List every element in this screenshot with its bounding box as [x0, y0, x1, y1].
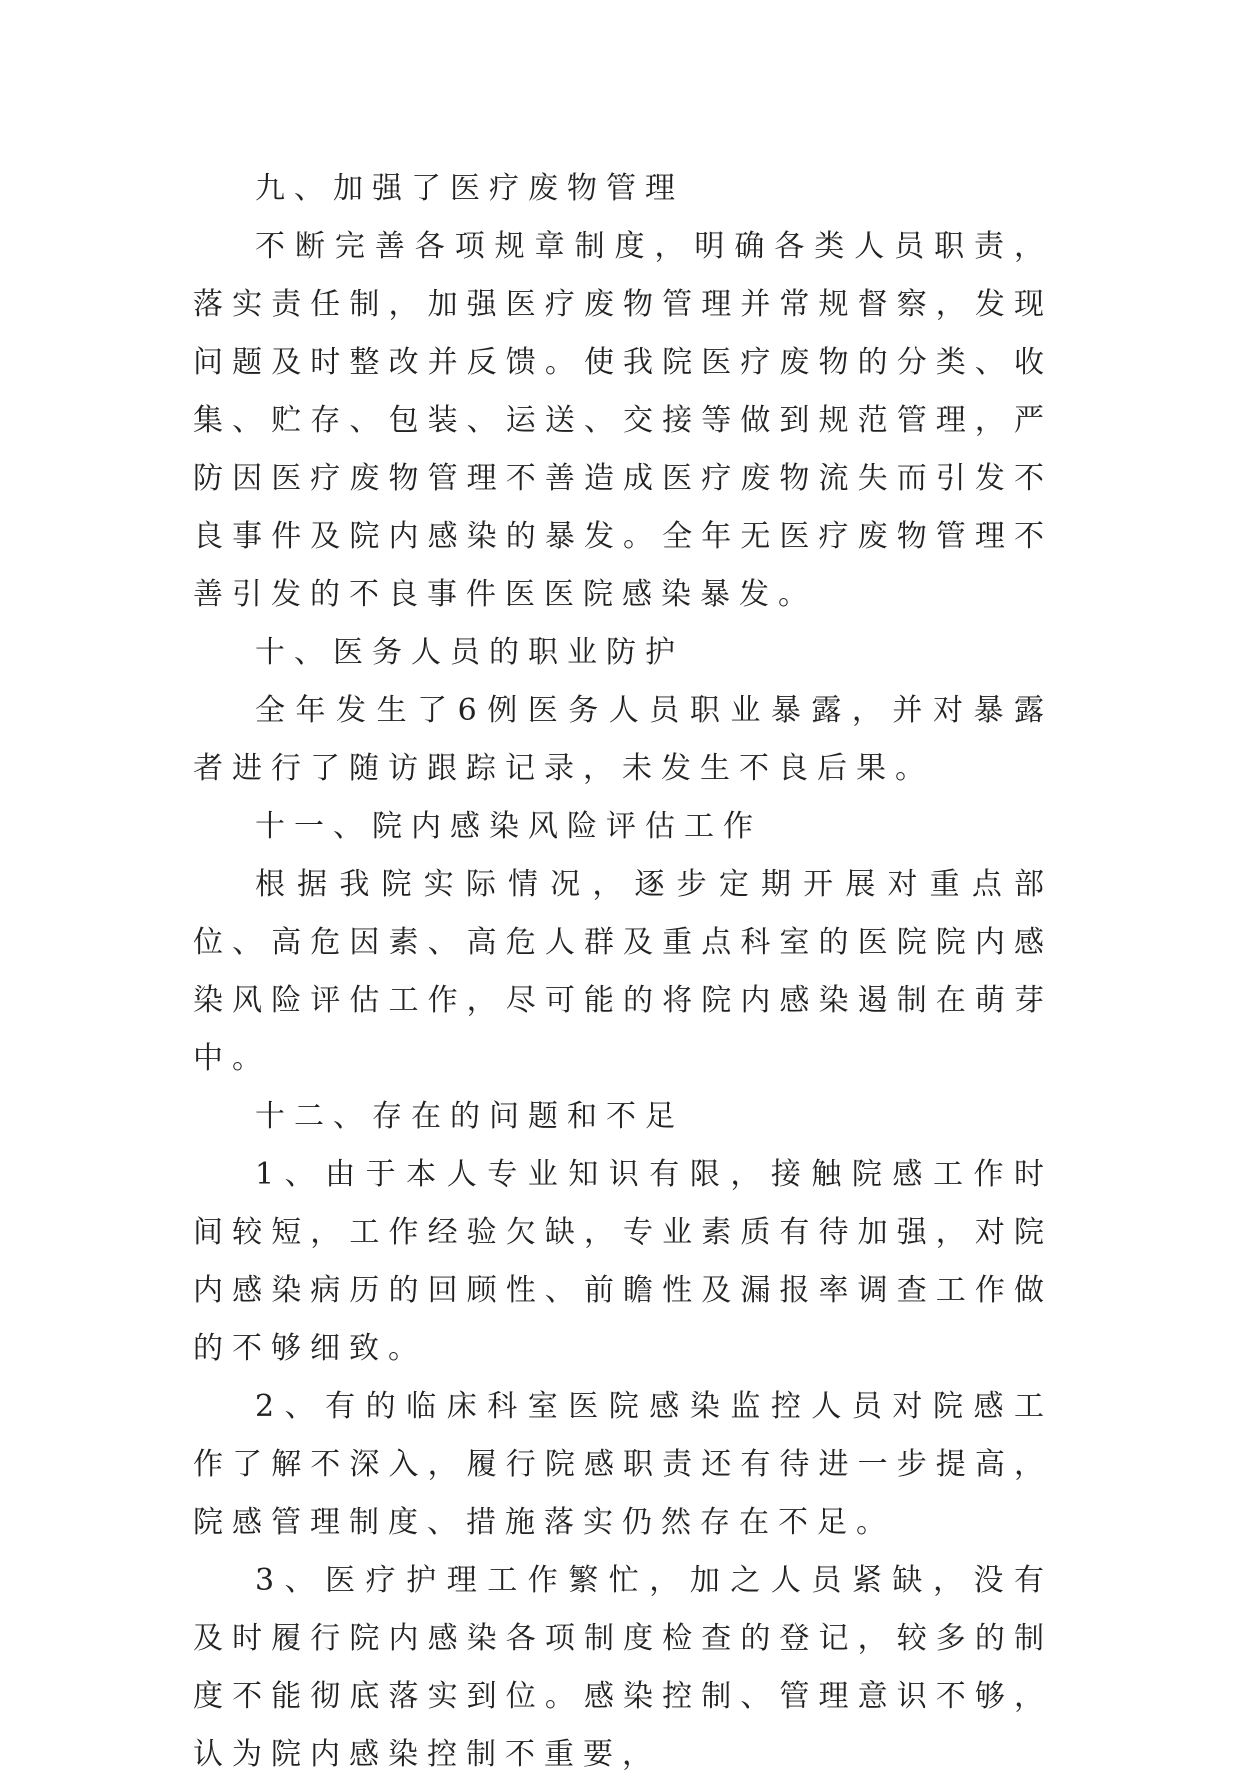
paragraph-risk-assessment: 根据我院实际情况，逐步定期开展对重点部位、高危因素、高危人群及重点科室的医院院内感染风险评估工作，尽可能的将院内感染遏制在萌芽中。: [193, 867, 1053, 1076]
paragraph-problem-3: 3、医疗护理工作繁忙，加之人员紧缺，没有及时履行院内感染各项制度检查的登记，较多的制度不能彻底落实到位。感染控制、管理意识不够，认为院内感染控制不重要，: [193, 1563, 1053, 1772]
section-heading-medical-waste: 九、加强了医疗废物管理: [255, 171, 684, 206]
section-heading-problems: 十二、存在的问题和不足: [255, 1099, 684, 1134]
document-body: [193, 160, 1053, 1784]
section-heading-occupational-protection: 十、医务人员的职业防护: [255, 635, 684, 670]
paragraph-occupational-protection: 全年发生了6例医务人员职业暴露，并对暴露者进行了随访跟踪记录，未发生不良后果。: [193, 693, 1053, 786]
paragraph-problem-2: 2、有的临床科室医院感染监控人员对院感工作了解不深入，履行院感职责还有待进一步提高，院感管理制度、措施落实仍然存在不足。: [193, 1389, 1053, 1540]
section-heading-risk-assessment: 十一、院内感染风险评估工作: [255, 809, 762, 844]
paragraph-medical-waste: 不断完善各项规章制度，明确各类人员职责，落实责任制，加强医疗废物管理并常规督察，发现问题及时整改并反馈。使我院医疗废物的分类、收集、贮存、包装、运送、交接等做到规范管理，严防因医疗废物管理不善造成医疗废物流失而引发不良事件及院内感染的暴发。全年无医疗废物管理不善引发的不良事件医医院感染暴发。: [193, 229, 1053, 612]
paragraph-problem-1: 1、由于本人专业知识有限，接触院感工作时间较短，工作经验欠缺，专业素质有待加强，对院内感染病历的回顾性、前瞻性及漏报率调查工作做的不够细致。: [193, 1157, 1053, 1366]
